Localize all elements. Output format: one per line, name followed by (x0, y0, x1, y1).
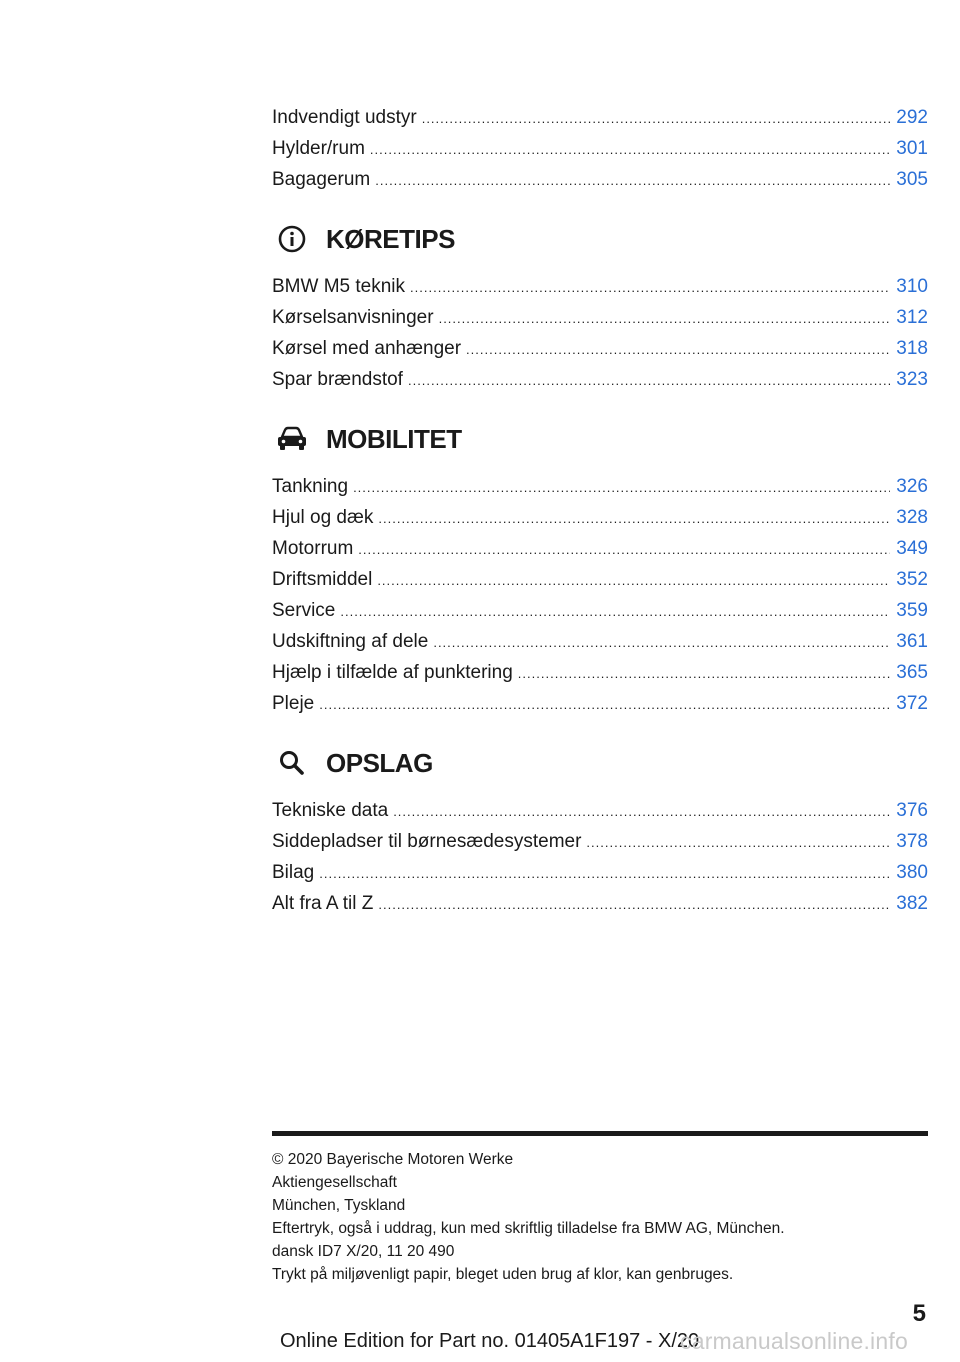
toc-page-link[interactable]: 365 (896, 662, 928, 683)
toc-entry[interactable] (272, 657, 928, 688)
page-number: 5 (912, 1300, 926, 1327)
info-icon (272, 219, 312, 259)
toc-entry-title: Siddepladser til børnesædesystemer (272, 831, 582, 852)
imprint-line: Aktiengesellschaft (272, 1174, 397, 1191)
toc-page-link[interactable]: 292 (896, 107, 928, 128)
dot-leader (439, 303, 891, 334)
toc-entry-title: Tekniske data (272, 800, 389, 821)
search-icon (272, 743, 312, 783)
toc-entry-title: Pleje (272, 693, 315, 714)
toc-entry-title: Hjælp i tilfælde af punktering (272, 662, 513, 683)
toc-entry-title: Motorrum (272, 538, 354, 559)
dot-leader (422, 103, 891, 134)
toc-page-link[interactable]: 380 (896, 862, 928, 883)
toc-page-link[interactable]: 323 (896, 369, 928, 390)
section-heading (272, 207, 928, 271)
toc-entry-title: Indvendigt udstyr (272, 107, 417, 128)
toc-entry-title: Tankning (272, 476, 349, 497)
toc-entry[interactable] (272, 302, 928, 333)
toc-entry[interactable] (272, 533, 928, 564)
toc-page-link[interactable]: 382 (896, 893, 928, 914)
toc-entry-title: Kørselsanvisninger (272, 307, 434, 328)
toc-entry-title: Kørsel med anhænger (272, 338, 462, 359)
toc-entry[interactable] (272, 271, 928, 302)
dot-leader (370, 134, 890, 165)
online-edition-note: Online Edition for Part no. 01405A1F197 - X/20 (280, 1330, 700, 1352)
toc-entry[interactable] (272, 688, 928, 719)
toc-page-link[interactable]: 378 (896, 831, 928, 852)
dot-leader (340, 596, 890, 627)
toc-entry-title: Driftsmiddel (272, 569, 373, 590)
toc-page-link[interactable]: 349 (896, 538, 928, 559)
dot-leader (375, 165, 890, 196)
dot-leader (393, 796, 890, 827)
toc-entry[interactable] (272, 826, 928, 857)
toc-entry[interactable] (272, 471, 928, 502)
toc-entry-title: Spar brændstof (272, 369, 403, 390)
dot-leader (378, 889, 890, 920)
table-of-contents (272, 102, 928, 919)
section-title: MOBILITET (326, 423, 462, 454)
toc-entry[interactable] (272, 502, 928, 533)
toc-entry[interactable] (272, 364, 928, 395)
toc-entry-title: Service (272, 600, 336, 621)
toc-entry-title: Udskiftning af dele (272, 631, 429, 652)
toc-entry[interactable] (272, 164, 928, 195)
toc-entry[interactable] (272, 626, 928, 657)
toc-page-link[interactable]: 326 (896, 476, 928, 497)
toc-page-link[interactable]: 372 (896, 693, 928, 714)
toc-entry[interactable] (272, 102, 928, 133)
toc-entry[interactable] (272, 595, 928, 626)
toc-entry[interactable] (272, 133, 928, 164)
dot-leader (586, 827, 890, 858)
section-mobilitet (272, 407, 928, 719)
section-title: OPSLAG (326, 747, 433, 778)
toc-entry-title: Bagagerum (272, 169, 371, 190)
imprint-line: Trykt på miljøvenligt papir, bleget uden brug af klor, kan genbruges. (272, 1266, 734, 1283)
dot-leader (377, 565, 890, 596)
toc-page-link[interactable]: 359 (896, 600, 928, 621)
toc-page-link[interactable]: 328 (896, 507, 928, 528)
toc-entry[interactable] (272, 795, 928, 826)
imprint-line: München, Tyskland (272, 1197, 406, 1214)
dot-leader (518, 658, 891, 689)
car-icon (272, 419, 312, 459)
toc-page-link[interactable]: 312 (896, 307, 928, 328)
dot-leader (410, 272, 890, 303)
toc-entry-title: Hylder/rum (272, 138, 365, 159)
toc-entry[interactable] (272, 333, 928, 364)
watermark: carmanualsonline.info (680, 1328, 908, 1354)
section-heading (272, 731, 928, 795)
toc-entry-title: Alt fra A til Z (272, 893, 374, 914)
toc-page-link[interactable]: 310 (896, 276, 928, 297)
dot-leader (466, 334, 890, 365)
footer-divider (272, 1131, 928, 1136)
toc-entry-title: Bilag (272, 862, 315, 883)
toc-entry-title: Hjul og dæk (272, 507, 374, 528)
section-heading (272, 407, 928, 471)
toc-entry[interactable] (272, 857, 928, 888)
toc-page-link[interactable]: 301 (896, 138, 928, 159)
toc-page-link[interactable]: 318 (896, 338, 928, 359)
section-koeretips (272, 207, 928, 395)
dot-leader (319, 858, 890, 889)
toc-page-link[interactable]: 376 (896, 800, 928, 821)
imprint-line: dansk ID7 X/20, 11 20 490 (272, 1243, 455, 1260)
imprint-line: Eftertryk, også i uddrag, kun med skriftlig tilladelse fra BMW AG, München. (272, 1220, 785, 1237)
toc-page-link[interactable]: 305 (896, 169, 928, 190)
dot-leader (353, 472, 890, 503)
toc-page-link[interactable]: 352 (896, 569, 928, 590)
imprint-line: © 2020 Bayerische Motoren Werke (272, 1151, 514, 1168)
toc-entry[interactable] (272, 888, 928, 919)
dot-leader (358, 534, 890, 565)
imprint (272, 1148, 928, 1286)
dot-leader (408, 365, 890, 396)
dot-leader (433, 627, 890, 658)
section-title: KØRETIPS (326, 223, 455, 254)
toc-entry[interactable] (272, 564, 928, 595)
toc-entry-title: BMW M5 teknik (272, 276, 406, 297)
dot-leader (378, 503, 890, 534)
toc-page-link[interactable]: 361 (896, 631, 928, 652)
section-opslag (272, 731, 928, 919)
dot-leader (319, 689, 890, 720)
